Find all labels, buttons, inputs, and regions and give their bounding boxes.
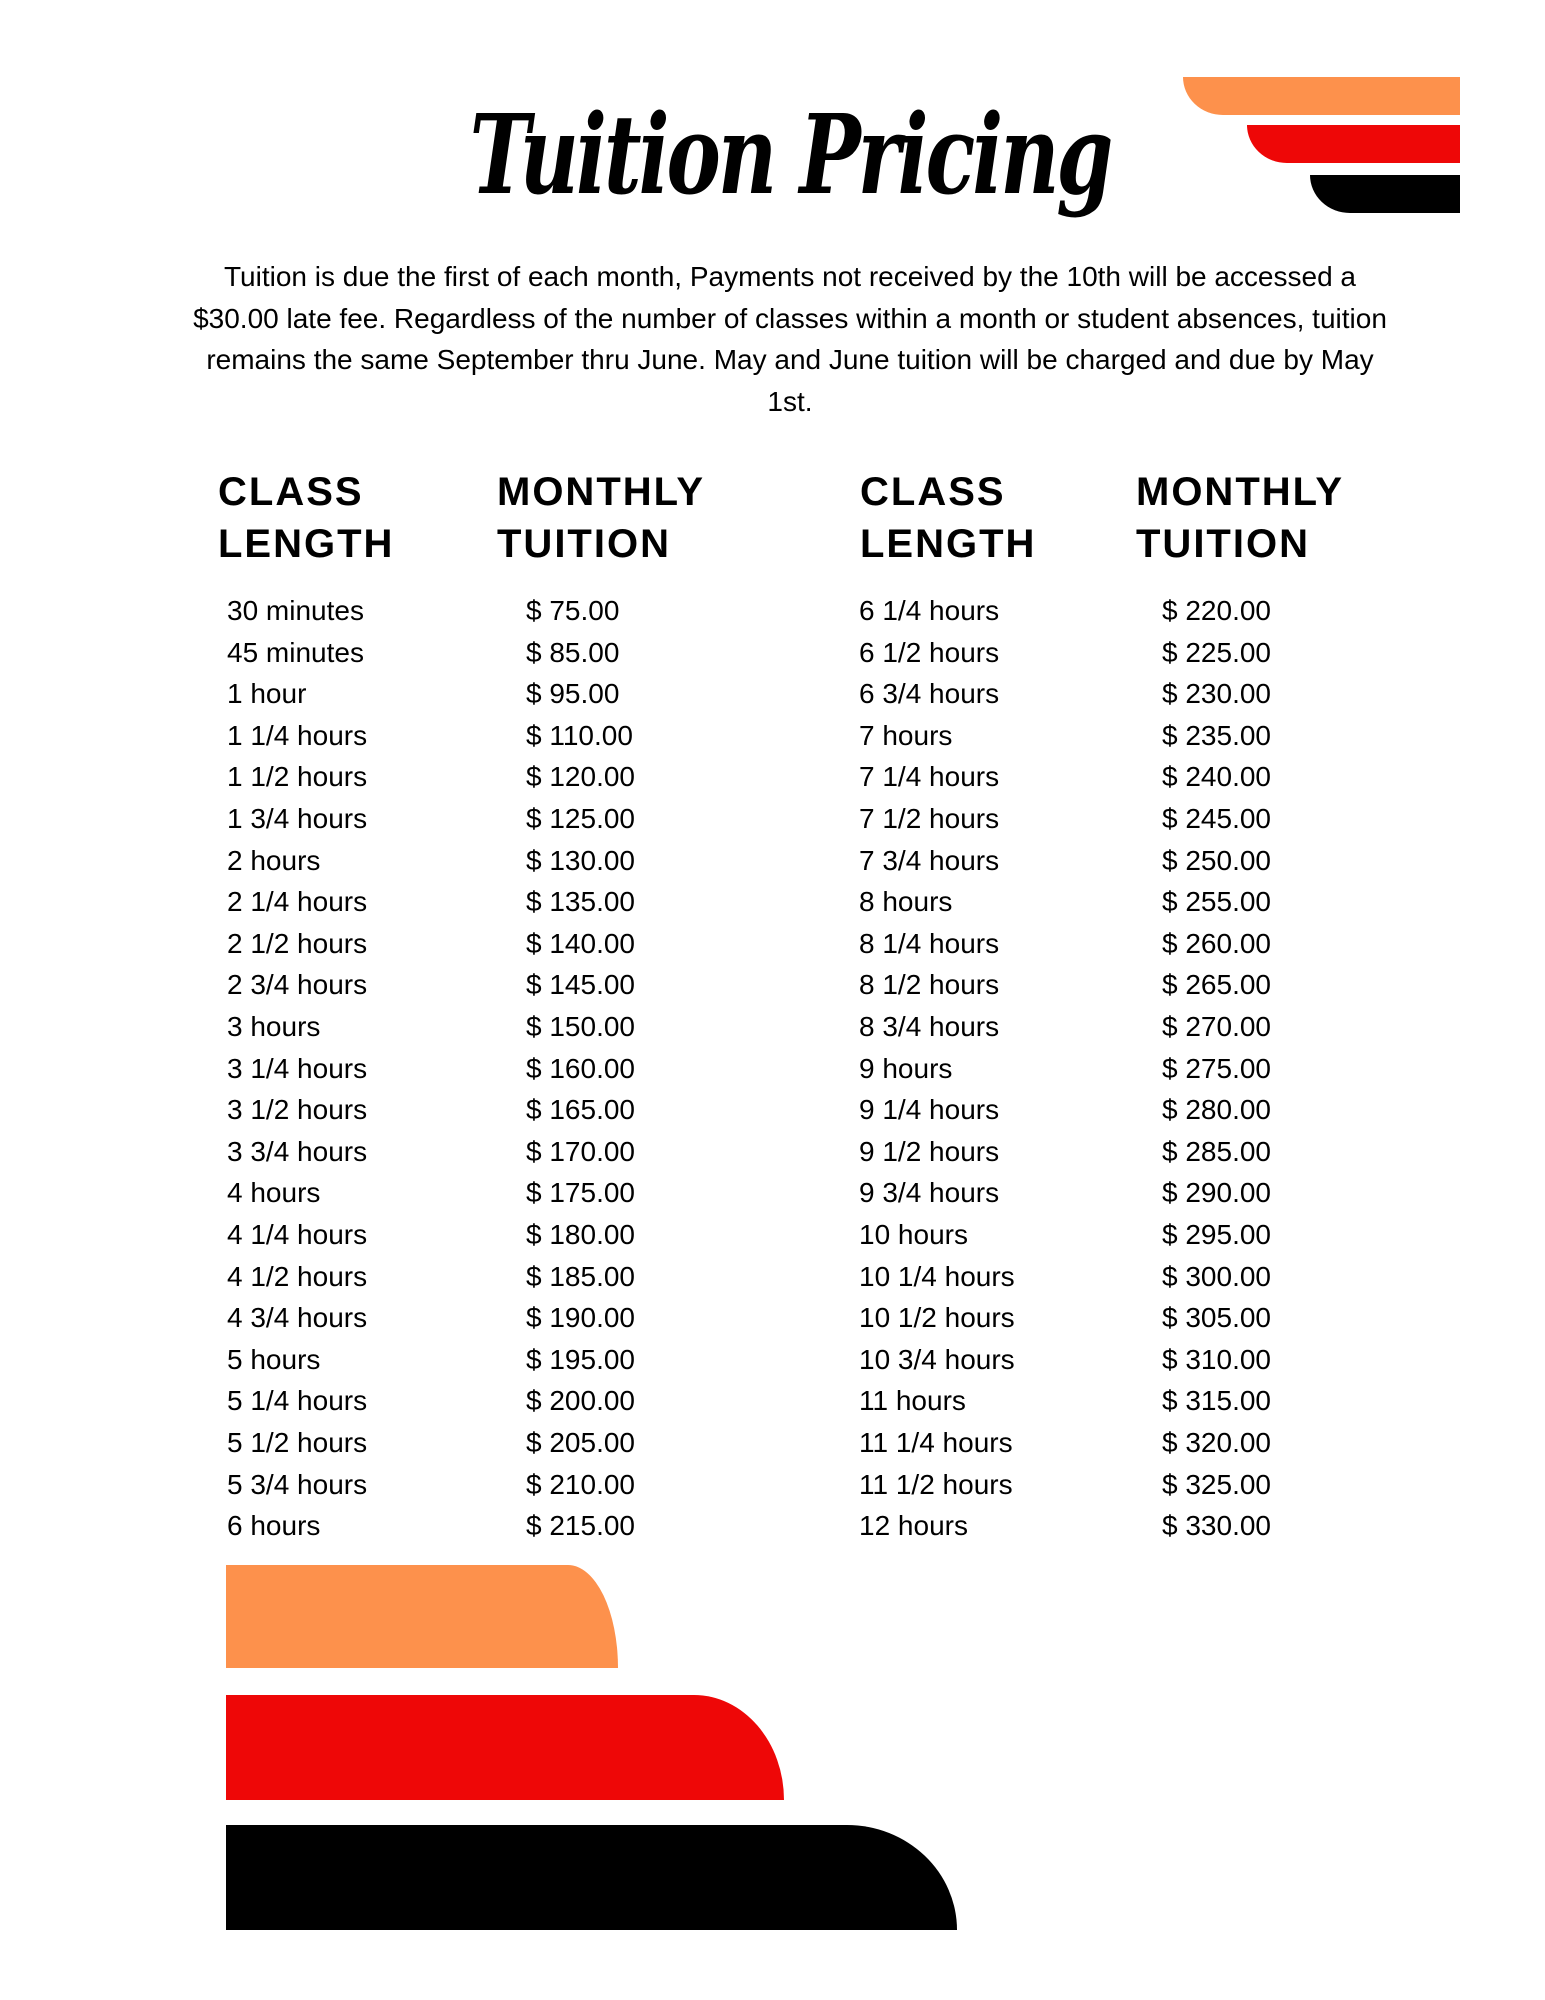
- class-length-cell: 4 3/4 hours: [227, 1302, 368, 1334]
- monthly-tuition-cell: $ 290.00: [1162, 1177, 1271, 1209]
- class-length-cell: 3 hours: [227, 1011, 321, 1042]
- monthly-tuition-cell: $ 85.00: [526, 636, 620, 668]
- header-line: CLASS: [860, 470, 1006, 514]
- decor-bar-black-top: [1310, 175, 1460, 213]
- class-length-cell: 5 3/4 hours: [227, 1468, 368, 1500]
- decor-bar-black-bottom: [226, 1825, 957, 1930]
- class-length-cell: 4 1/4 hours: [227, 1219, 368, 1250]
- class-length-cell: 1 hour: [227, 678, 307, 710]
- header-line: MONTHLY: [497, 470, 706, 514]
- class-length-cell: 9 hours: [859, 1052, 953, 1084]
- monthly-tuition-cell: $ 140.00: [526, 927, 635, 959]
- class-length-cell: 11 1/4 hours: [859, 1427, 1013, 1458]
- monthly-tuition-cell: $ 205.00: [526, 1427, 635, 1458]
- monthly-tuition-cell: $ 250.00: [1162, 844, 1271, 876]
- class-length-cell: 2 1/2 hours: [227, 927, 368, 959]
- monthly-tuition-cell: $ 210.00: [526, 1468, 635, 1500]
- class-length-cell: 10 hours: [859, 1219, 968, 1250]
- decor-bar-orange-bottom: [226, 1565, 618, 1668]
- intro-paragraph: Tuition is due the first of each month, Payments not received by the 10th will be accessed a $30.00 late fee. Regardless of the number of classes within a month or student absences, tuition remains the same September thru June. May and June tuition will be charged and due by May 1st.: [193, 261, 1387, 417]
- monthly-tuition-cell: $ 195.00: [526, 1343, 635, 1375]
- class-length-cell: 6 1/2 hours: [859, 636, 1000, 668]
- class-length-cell: 30 minutes: [227, 595, 364, 626]
- monthly-tuition-cell: $ 75.00: [526, 595, 620, 626]
- decor-bar-red-top: [1247, 125, 1460, 163]
- class-length-cell: 5 1/2 hours: [227, 1427, 368, 1458]
- class-length-cell: 9 3/4 hours: [859, 1177, 1000, 1209]
- class-length-cell: 3 1/4 hours: [227, 1052, 368, 1084]
- class-length-cell: 8 1/4 hours: [859, 927, 1000, 959]
- monthly-tuition-cell: $ 235.00: [1162, 719, 1271, 751]
- header-class-length-left: [218, 466, 394, 570]
- monthly-tuition-cell: $ 175.00: [526, 1177, 635, 1209]
- class-length-cell: 1 3/4 hours: [227, 803, 368, 834]
- class-length-cell: 5 hours: [227, 1343, 321, 1375]
- header-line: TUITION: [1136, 522, 1310, 566]
- class-length-cell: 3 3/4 hours: [227, 1135, 368, 1167]
- class-length-cell: 7 1/4 hours: [859, 761, 1000, 793]
- decor-bar-red-bottom: [226, 1695, 784, 1800]
- decor-bar-orange-top: [1183, 77, 1460, 115]
- class-length-cell: 2 1/4 hours: [227, 886, 368, 918]
- monthly-tuition-cell: $ 315.00: [1162, 1385, 1271, 1417]
- monthly-tuition-cell: $ 270.00: [1162, 1011, 1271, 1042]
- monthly-tuition-cell: $ 165.00: [526, 1094, 635, 1126]
- class-length-cell: 3 1/2 hours: [227, 1094, 368, 1126]
- monthly-tuition-cell: $ 295.00: [1162, 1219, 1271, 1250]
- class-length-cell: 9 1/2 hours: [859, 1135, 1000, 1167]
- monthly-tuition-cell: $ 260.00: [1162, 927, 1271, 959]
- class-length-cell: 6 hours: [227, 1510, 321, 1542]
- monthly-tuition-cell: $ 125.00: [526, 803, 635, 834]
- monthly-tuition-cell: $ 95.00: [526, 678, 620, 710]
- header-monthly-tuition-left: [497, 466, 705, 570]
- monthly-tuition-cell: $ 180.00: [526, 1219, 635, 1250]
- page-title: Tuition Pricing: [469, 90, 1111, 219]
- monthly-tuition-cell: $ 265.00: [1162, 969, 1271, 1001]
- monthly-tuition-cell: $ 135.00: [526, 886, 635, 918]
- monthly-tuition-cell: $ 275.00: [1162, 1052, 1271, 1084]
- monthly-tuition-cell: $ 230.00: [1162, 678, 1271, 710]
- monthly-tuition-cell: $ 110.00: [526, 719, 633, 751]
- class-length-cell: 4 1/2 hours: [227, 1260, 368, 1292]
- class-length-cell: 11 hours: [859, 1385, 966, 1417]
- monthly-tuition-cell: $ 150.00: [526, 1011, 635, 1042]
- monthly-tuition-cell: $ 325.00: [1162, 1468, 1271, 1500]
- class-length-cell: 9 1/4 hours: [859, 1094, 1000, 1126]
- class-length-cell: 7 hours: [859, 719, 953, 751]
- class-length-cell: 7 3/4 hours: [859, 844, 1000, 876]
- header-line: CLASS: [218, 470, 364, 514]
- header-monthly-tuition-right: [1136, 466, 1344, 570]
- monthly-tuition-cell: $ 120.00: [526, 761, 635, 793]
- class-length-cell: 8 3/4 hours: [859, 1011, 1000, 1042]
- class-length-cell: 2 hours: [227, 844, 321, 876]
- class-length-cell: 4 hours: [227, 1177, 321, 1209]
- class-length-cell: 6 3/4 hours: [859, 678, 1000, 710]
- monthly-tuition-cell: $ 215.00: [526, 1510, 635, 1542]
- class-length-cell: 12 hours: [859, 1510, 968, 1542]
- monthly-tuition-cell: $ 185.00: [526, 1260, 635, 1292]
- monthly-tuition-cell: $ 310.00: [1162, 1343, 1271, 1375]
- class-length-cell: 8 1/2 hours: [859, 969, 1000, 1001]
- monthly-tuition-cell: $ 240.00: [1162, 761, 1271, 793]
- monthly-tuition-cell: $ 305.00: [1162, 1302, 1271, 1334]
- header-line: TUITION: [497, 522, 671, 566]
- monthly-tuition-cell: $ 280.00: [1162, 1094, 1271, 1126]
- header-line: MONTHLY: [1136, 470, 1345, 514]
- class-length-cell: 1 1/2 hours: [227, 761, 368, 793]
- header-line: LENGTH: [218, 522, 395, 566]
- monthly-tuition-cell: $ 320.00: [1162, 1427, 1271, 1458]
- header-class-length-right: [860, 466, 1036, 570]
- class-length-cell: 10 1/4 hours: [859, 1260, 1015, 1292]
- monthly-tuition-cell: $ 130.00: [526, 844, 635, 876]
- class-length-cell: 1 1/4 hours: [227, 719, 368, 751]
- monthly-tuition-cell: $ 145.00: [526, 969, 635, 1001]
- monthly-tuition-cell: $ 220.00: [1162, 595, 1271, 626]
- monthly-tuition-cell: $ 170.00: [526, 1135, 635, 1167]
- monthly-tuition-cell: $ 255.00: [1162, 886, 1271, 918]
- class-length-cell: 45 minutes: [227, 636, 364, 668]
- monthly-tuition-cell: $ 225.00: [1162, 636, 1271, 668]
- class-length-cell: 7 1/2 hours: [859, 803, 1000, 834]
- class-length-cell: 5 1/4 hours: [227, 1385, 368, 1417]
- class-length-cell: 10 3/4 hours: [859, 1343, 1015, 1375]
- monthly-tuition-cell: $ 200.00: [526, 1385, 635, 1417]
- class-length-cell: 2 3/4 hours: [227, 969, 368, 1001]
- class-length-cell: 6 1/4 hours: [859, 595, 1000, 626]
- monthly-tuition-cell: $ 300.00: [1162, 1260, 1271, 1292]
- monthly-tuition-cell: $ 190.00: [526, 1302, 635, 1334]
- class-length-cell: 8 hours: [859, 886, 953, 918]
- monthly-tuition-cell: $ 245.00: [1162, 803, 1271, 834]
- monthly-tuition-cell: $ 160.00: [526, 1052, 635, 1084]
- monthly-tuition-cell: $ 285.00: [1162, 1135, 1271, 1167]
- monthly-tuition-cell: $ 330.00: [1162, 1510, 1271, 1542]
- class-length-cell: 10 1/2 hours: [859, 1302, 1015, 1334]
- header-line: LENGTH: [860, 522, 1037, 566]
- class-length-cell: 11 1/2 hours: [859, 1468, 1013, 1500]
